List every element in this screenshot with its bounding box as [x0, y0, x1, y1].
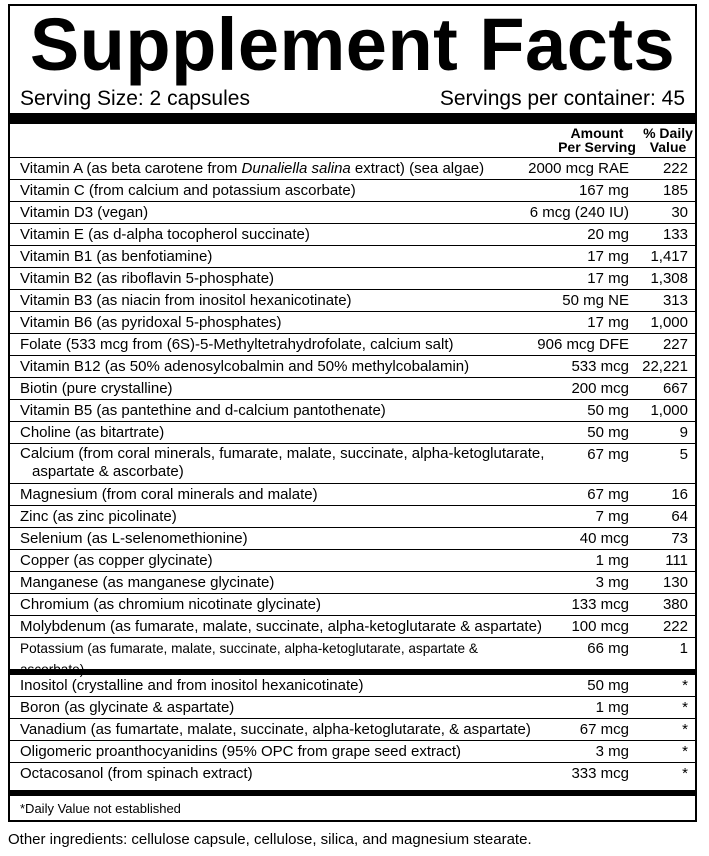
nutrient-daily-value: 1,308 [650, 270, 688, 287]
nutrient-name-part: Vitamin A (as beta carotene from [20, 160, 242, 177]
other-ingredients: Other ingredients: cellulose capsule, cellulose, silica, and magnesium stearate. [8, 831, 532, 848]
nutrient-name-text: Folate (533 mcg from (6S)-5-Methyltetrahydrofolate, calcium salt) [20, 336, 454, 353]
nutrient-daily-value: 380 [662, 596, 688, 613]
nutrient-row [10, 506, 695, 528]
nutrient-name [20, 290, 545, 311]
nutrient-amount: 7 mg [595, 508, 629, 525]
nutrient-name-text: Potassium (as fumarate, malate, succinate, alpha-ketoglutarate, aspartate & [20, 641, 478, 656]
nutrient-name [20, 378, 545, 399]
nutrient-name-text: Vanadium (as fumartate, malate, succinate, alpha-ketoglutarate, & aspartate) [20, 721, 531, 738]
nutrient-daily-value: * [682, 699, 688, 716]
nutrient-amount: 66 mg [587, 640, 629, 657]
nutrient-name-text: Vitamin B5 (as pantethine and d-calcium pantothenate) [20, 402, 386, 419]
nutrient-daily-value: 133 [662, 226, 688, 243]
nutrient-daily-value: 73 [671, 530, 688, 547]
nutrient-name-text: Chromium (as chromium nicotinate glycinate) [20, 596, 321, 613]
nutrient-daily-value: * [682, 677, 688, 694]
dv-header-line2: Value [649, 139, 687, 155]
nutrient-name-text: Vitamin C (from calcium and potassium ascorbate) [20, 182, 356, 199]
nutrient-daily-value: 22,221 [642, 358, 688, 375]
nutrient-daily-value: 227 [662, 336, 688, 353]
nutrient-daily-value: 313 [662, 292, 688, 309]
nutrient-daily-value: 1,417 [650, 248, 688, 265]
nutrient-name [20, 445, 545, 480]
nutrient-name [20, 741, 545, 762]
nutrient-name [20, 719, 545, 740]
nutrient-row [10, 484, 695, 506]
nutrient-name [20, 675, 545, 696]
dv-header-line1: % Daily [643, 125, 693, 141]
nutrient-row [10, 378, 695, 400]
nutrient-amount: 17 mg [587, 270, 629, 287]
nutrient-name [20, 334, 545, 355]
nutrient-row [10, 158, 695, 180]
nutrient-name-text: Inositol (crystalline and from inositol hexanicotinate) [20, 677, 364, 694]
thick-divider [10, 113, 695, 124]
nutrient-name-text: Manganese (as manganese glycinate) [20, 574, 275, 591]
nutrient-row [10, 246, 695, 268]
nutrient-amount: 67 mg [587, 486, 629, 503]
nutrient-name-text: Vitamin B6 (as pyridoxal 5-phosphates) [20, 314, 282, 331]
nutrient-name [20, 572, 545, 593]
nutrient-amount: 533 mcg [571, 358, 629, 375]
nutrient-amount: 3 mg [595, 574, 629, 591]
nutrient-row [10, 202, 695, 224]
nutrient-row [10, 675, 695, 697]
nutrient-daily-value: * [682, 721, 688, 738]
nutrient-name-text: Vitamin B12 (as 50% adenosylcobalmin and 50% methylcobalamin) [20, 358, 470, 375]
nutrient-daily-value: * [682, 743, 688, 760]
nutrient-amount: 100 mcg [571, 618, 629, 635]
nutrient-amount: 40 mcg [579, 530, 629, 547]
nutrient-name-text: Vitamin B3 (as niacin from inositol hexanicotinate) [20, 292, 352, 309]
nutrient-name [20, 422, 545, 443]
nutrient-row [10, 572, 695, 594]
nutrient-name [20, 550, 545, 571]
nutrient-amount: 50 mg [587, 424, 629, 441]
nutrient-daily-value: 64 [671, 508, 688, 525]
servings-per-container: Servings per container: 45 [439, 87, 685, 110]
nutrient-row [10, 697, 695, 719]
nutrient-name-part: extract) (sea algae) [350, 160, 485, 177]
nutrient-amount: 67 mg [587, 446, 629, 463]
nutrient-amount: 50 mg NE [562, 292, 629, 309]
nutrient-name-text: Biotin (pure crystalline) [20, 380, 173, 397]
nutrient-amount: 133 mcg [571, 596, 629, 613]
nutrient-name-continued: aspartate & ascorbate) [32, 463, 184, 480]
nutrient-amount: 50 mg [587, 677, 629, 694]
nutrient-row [10, 719, 695, 741]
nutrient-daily-value: * [682, 765, 688, 782]
nutrient-amount: 167 mg [578, 182, 629, 199]
nutrient-name-text: Zinc (as zinc picolinate) [20, 508, 177, 525]
nutrient-daily-value: 1,000 [650, 314, 688, 331]
nutrient-name [20, 400, 545, 421]
nutrient-row [10, 638, 695, 660]
nutrient-name-text: Magnesium (from coral minerals and malate) [20, 486, 318, 503]
nutrient-amount: 20 mg [587, 226, 629, 243]
panel-title: Supplement Facts [29, 3, 676, 86]
nutrient-amount: 17 mg [587, 314, 629, 331]
nutrient-name [20, 356, 545, 377]
nutrient-name-text: Selenium (as L-selenomethionine) [20, 530, 248, 547]
nutrient-daily-value: 5 [679, 446, 688, 463]
nutrient-name-text: Molybdenum (as fumarate, malate, succinate, alpha-ketoglutarate & aspartate) [20, 618, 542, 635]
other-nutrient-list [10, 675, 695, 785]
nutrient-row [10, 763, 695, 785]
nutrient-row [10, 312, 695, 334]
nutrient-daily-value: 667 [662, 380, 688, 397]
serving-size: Serving Size: 2 capsules [20, 87, 250, 110]
nutrient-daily-value: 30 [671, 204, 688, 221]
nutrient-name-text: Vitamin D3 (vegan) [20, 204, 149, 221]
nutrient-row [10, 550, 695, 572]
footnote: *Daily Value not established [20, 801, 181, 816]
nutrient-daily-value: 222 [662, 160, 688, 177]
nutrient-amount: 906 mcg DFE [537, 336, 629, 353]
nutrient-row [10, 528, 695, 550]
nutrient-amount: 200 mcg [571, 380, 629, 397]
nutrient-amount: 2000 mcg RAE [528, 160, 629, 177]
nutrient-name-text: Vitamin E (as d-alpha tocopherol succinate) [20, 226, 310, 243]
nutrient-amount: 17 mg [587, 248, 629, 265]
nutrient-row [10, 741, 695, 763]
nutrient-amount: 50 mg [587, 402, 629, 419]
nutrient-row [10, 268, 695, 290]
nutrient-row [10, 356, 695, 378]
nutrient-row [10, 616, 695, 638]
serving-info [20, 86, 685, 112]
nutrient-name-italic: Dunaliella salina [241, 160, 351, 177]
nutrient-row [10, 422, 695, 444]
nutrient-daily-value: 222 [662, 618, 688, 635]
nutrient-name [20, 224, 545, 245]
nutrient-row [10, 594, 695, 616]
nutrient-daily-value: 111 [665, 552, 688, 569]
nutrient-row [10, 400, 695, 422]
nutrient-name [20, 180, 545, 201]
nutrient-name-text: Oligomeric proanthocyanidins (95% OPC from grape seed extract) [20, 743, 462, 760]
footnote-divider [10, 790, 695, 796]
nutrient-name [20, 158, 545, 179]
daily-value-header [636, 126, 700, 154]
nutrient-amount: 3 mg [595, 743, 629, 760]
nutrient-name [20, 246, 545, 267]
nutrient-daily-value: 185 [662, 182, 688, 199]
amount-header-line1: Amount [570, 125, 624, 141]
nutrient-name-text: Choline (as bitartrate) [20, 424, 165, 441]
nutrient-daily-value: 9 [679, 424, 688, 441]
nutrient-name [20, 268, 545, 289]
nutrient-daily-value: 1,000 [650, 402, 688, 419]
nutrient-daily-value: 1 [679, 640, 688, 657]
nutrient-amount: 1 mg [595, 552, 629, 569]
nutrient-name [20, 616, 545, 637]
amount-header-line2: Per Serving [558, 139, 636, 155]
nutrient-row [10, 444, 695, 484]
nutrient-row [10, 180, 695, 202]
nutrient-name [20, 528, 545, 549]
nutrient-name-text: Boron (as glycinate & aspartate) [20, 699, 235, 716]
nutrient-name-text: Vitamin B2 (as riboflavin 5-phosphate) [20, 270, 275, 287]
nutrient-name [20, 202, 545, 223]
nutrient-list [10, 158, 695, 660]
nutrient-name [20, 484, 545, 505]
nutrient-daily-value: 16 [671, 486, 688, 503]
nutrient-name [20, 763, 545, 784]
nutrient-amount: 6 mcg (240 IU) [529, 204, 629, 221]
nutrient-name [20, 697, 545, 718]
nutrient-name [20, 506, 545, 527]
nutrient-amount: 1 mg [595, 699, 629, 716]
nutrient-name-text: Calcium (from coral minerals, fumarate, malate, succinate, alpha-ketoglutarate, [20, 445, 545, 462]
nutrient-name [20, 312, 545, 333]
supplement-facts-panel [8, 4, 697, 822]
nutrient-name [20, 594, 545, 615]
nutrient-row [10, 334, 695, 356]
nutrient-name-text: Vitamin B1 (as benfotiamine) [20, 248, 213, 265]
nutrient-row [10, 224, 695, 246]
nutrient-amount: 333 mcg [571, 765, 629, 782]
nutrient-row [10, 290, 695, 312]
nutrient-amount: 67 mcg [579, 721, 629, 738]
nutrient-name-text: Copper (as copper glycinate) [20, 552, 213, 569]
nutrient-name-text: Octacosanol (from spinach extract) [20, 765, 253, 782]
nutrient-daily-value: 130 [662, 574, 688, 591]
